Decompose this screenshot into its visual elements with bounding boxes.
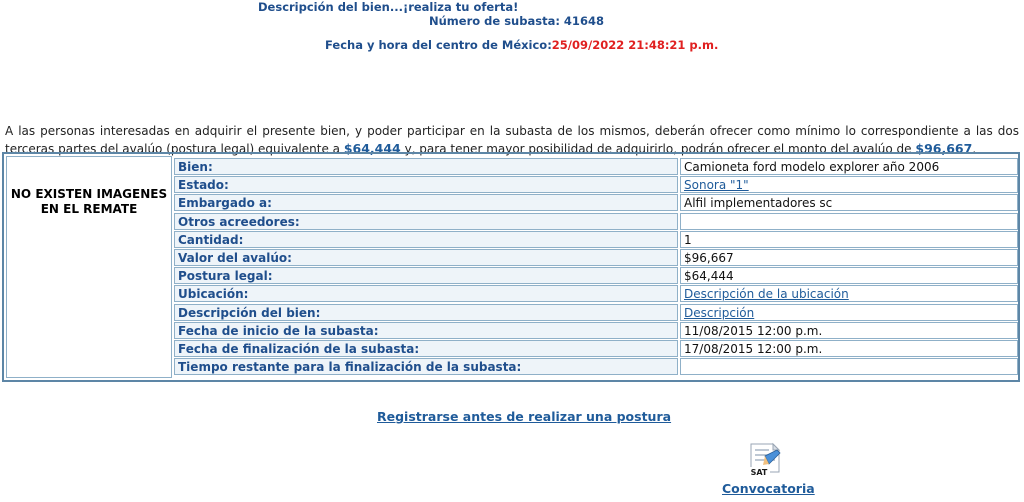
row-label-fecha-fin: Fecha de finalización de la subasta: [174, 340, 678, 357]
estado-link[interactable]: Sonora "1" [684, 178, 749, 193]
row-value-descripcion [680, 304, 1018, 321]
intro-text-3: . [972, 142, 977, 156]
row-value-postura-legal: $64,444 [680, 267, 1018, 284]
row-label-postura-legal: Postura legal: [174, 267, 678, 284]
row-label-bien: Bien: [174, 158, 678, 175]
row-value-otros-acreedores [680, 213, 1018, 230]
sat-logo-text: SAT [750, 468, 768, 477]
datetime-line [325, 38, 718, 52]
descripcion-link[interactable]: Descripción [684, 305, 755, 320]
row-label-otros-acreedores: Otros acreedores: [174, 213, 678, 230]
datetime-label: Fecha y hora del centro de México: [325, 38, 552, 52]
ubicacion-link[interactable]: Descripción de la ubicación [684, 287, 849, 302]
row-value-bien: Camioneta ford modelo explorer año 2006 [680, 158, 1018, 175]
intro-appraisal-amount: $96,667 [915, 141, 973, 156]
row-value-valor-avaluo: $96,667 [680, 249, 1018, 266]
intro-legal-amount: $64,444 [343, 141, 401, 156]
row-label-estado: Estado: [174, 176, 678, 193]
row-value-ubicacion [680, 285, 1018, 302]
intro-text-2: y, para tener mayor posibilidad de adquirirlo, podrán ofrecer el monto del avalúo de [400, 142, 916, 156]
auction-number: Número de subasta: 41648 [429, 14, 604, 28]
row-value-fecha-inicio: 11/08/2015 12:00 p.m. [680, 322, 1018, 339]
intro-text-1: A las personas interesadas en adquirir el presente bien, y poder participar en la subasta de los mismos, deberán ofrecer como mínimo lo correspondiente a las dos terceras partes del avalúo (postura legal) equivalente a [5, 124, 1019, 156]
row-label-fecha-inicio: Fecha de inicio de la subasta: [174, 322, 678, 339]
no-images-cell: NO EXISTEN IMAGENES EN EL REMATE [6, 156, 172, 378]
auction-details-table [2, 152, 1020, 382]
row-label-valor-avaluo: Valor del avalúo: [174, 249, 678, 266]
page-subtitle: Descripción del bien...¡realiza tu oferta! [258, 0, 519, 14]
row-label-ubicacion: Ubicación: [174, 285, 678, 302]
row-value-embargado: Alfil implementadores sc [680, 194, 1018, 211]
row-value-cantidad: 1 [680, 231, 1018, 248]
row-label-embargado: Embargado a: [174, 194, 678, 211]
row-value-tiempo-restante [680, 358, 1018, 375]
row-label-descripcion: Descripción del bien: [174, 304, 678, 321]
datetime-value: 25/09/2022 21:48:21 p.m. [551, 38, 719, 52]
row-value-fecha-fin: 17/08/2015 12:00 p.m. [680, 340, 1018, 357]
register-link[interactable]: Registrarse antes de realizar una postura [377, 409, 672, 424]
row-label-cantidad: Cantidad: [174, 231, 678, 248]
row-label-tiempo-restante: Tiempo restante para la finalización de la subasta: [174, 358, 678, 375]
convocatoria-link[interactable]: Convocatoria [722, 481, 815, 496]
sat-document-icon[interactable] [745, 440, 785, 480]
row-value-estado [680, 176, 1018, 193]
